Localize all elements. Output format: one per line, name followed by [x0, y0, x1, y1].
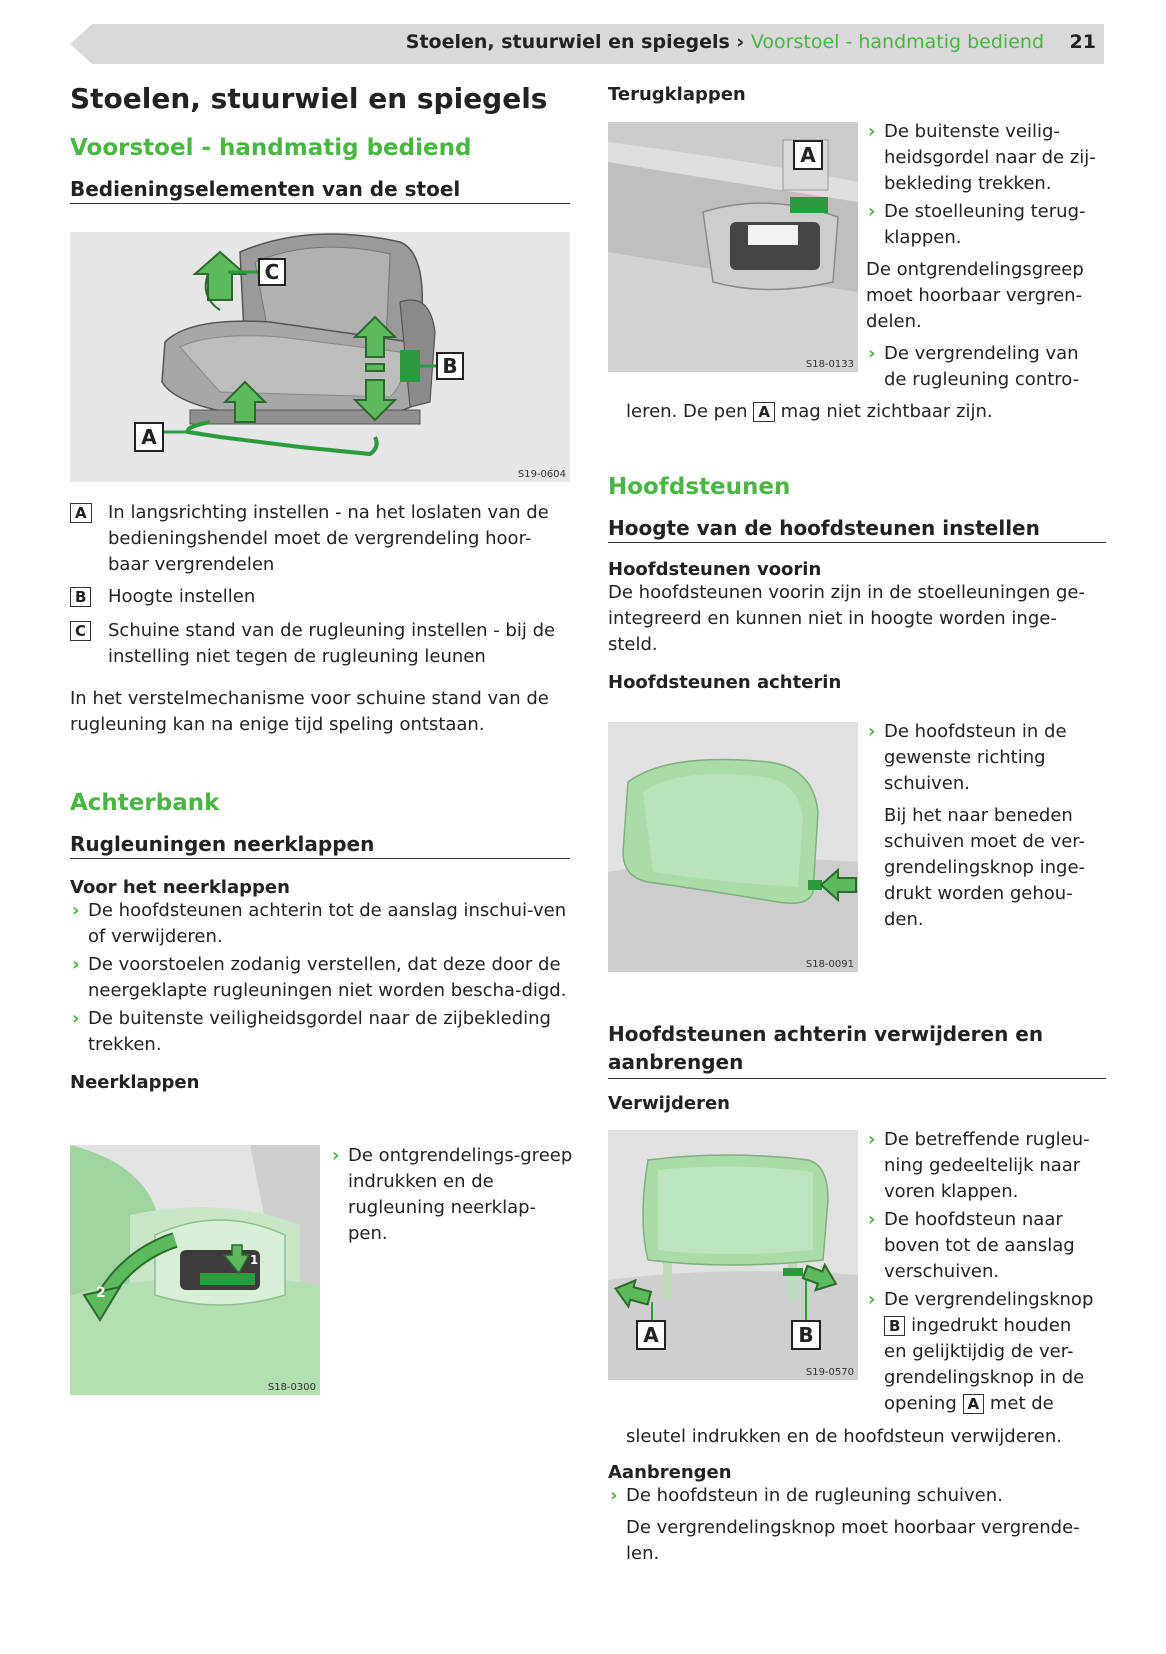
voor-bullet-3: › De buitenste veiligheidsgordel naar de zijbekleding trekken.	[70, 1006, 570, 1058]
terug-bullet-3-line2: de rugleuning contro-	[884, 369, 1080, 390]
verw-bullet-3-part5: opening	[884, 1393, 957, 1414]
verwijderen-title: Verwijderen	[608, 1093, 730, 1114]
header-chapter: Stoelen, stuurwiel en spiegels	[405, 31, 730, 53]
verw-bullet-3-part6: met de	[989, 1393, 1054, 1414]
hoofdsteun-achterin-illustration	[608, 722, 858, 972]
achterin-text	[866, 719, 1106, 933]
aanbrengen-block	[608, 1462, 1106, 1567]
page-number: 21	[1069, 31, 1096, 53]
verw-bullet-3	[866, 1287, 1106, 1417]
figure1-label-c: C	[258, 258, 286, 286]
left-column	[70, 82, 570, 204]
terug-bullet-3-line3a: leren. De pen	[626, 401, 748, 422]
legend-item-c	[70, 618, 570, 670]
speling-note: In het verstelmechanisme voor schuine stand van de rugleuning kan na enige tijd speling ontstaan.	[70, 688, 549, 735]
header-breadcrumb	[406, 31, 1044, 53]
voor-bullet-1: › De hoofdsteunen achterin tot de aanslag inschui-ven of verwijderen.	[70, 898, 570, 950]
verw-bullet-3-part1: De vergrendelingsknop	[884, 1289, 1094, 1310]
right-column-top	[608, 84, 1106, 105]
left-column-body	[70, 500, 570, 1093]
legend-key-c: C	[70, 621, 91, 641]
terug-key-a: A	[753, 402, 775, 422]
achterin-note: Bij het naar beneden schuiven moet de ver-grendelingsknop inge-drukt worden gehou-den.	[884, 805, 1086, 930]
subsection-rugleuningen: Rugleuningen neerklappen	[70, 832, 570, 859]
terug-bullet-1: › De buitenste veilig-heidsgordel naar de zij-bekleding trekken.	[866, 119, 1106, 197]
achterin-bullet: › De hoofdsteun in de gewenste richting schuiven.	[866, 719, 1106, 797]
figure3-label-a: A	[793, 140, 823, 170]
figure5-label-b: B	[791, 1320, 821, 1350]
terug-bullet-3a	[866, 341, 1106, 393]
aanbrengen-title: Aanbrengen	[608, 1462, 732, 1483]
subsection-bedieningselementen: Bedieningselementen van de stoel	[70, 177, 570, 204]
verwijderen-block	[608, 1020, 1106, 1114]
terug-bullet-3-line1: De vergrendeling van	[884, 343, 1079, 364]
voorin-title: Hoofdsteunen voorin	[608, 559, 822, 580]
figure-hoofdsteun-achterin	[608, 722, 858, 972]
section-title-achterbank: Achterbank	[70, 790, 220, 816]
figure1-label-b: B	[436, 352, 464, 380]
figure4-code: S18-0091	[805, 959, 854, 970]
terug-note: De ontgrendelingsgreep moet hoorbaar vergren-delen.	[866, 259, 1084, 332]
subsection-hoogte: Hoogte van de hoofdsteunen instellen	[608, 516, 1106, 543]
aanbrengen-bullet: › De hoofdsteun in de rugleuning schuiven.	[608, 1483, 1106, 1509]
legend-item-b	[70, 584, 570, 610]
header-separator: ›	[736, 31, 745, 53]
aanbrengen-note: De vergrendelingsknop moet hoorbaar vergrende-len.	[626, 1517, 1080, 1564]
figure2-code: S18-0300	[267, 1382, 316, 1393]
achterin-title: Hoofdsteunen achterin	[608, 672, 842, 693]
verw-bullet-3-part4: grendelingsknop in de	[884, 1367, 1085, 1388]
hoofdsteunen-block	[608, 474, 1106, 693]
neerklappen-text	[330, 1143, 575, 1247]
figure1-label-a: A	[134, 422, 164, 452]
figure2-mark-1: 1	[250, 1253, 259, 1267]
verw-bullet-3-part3: en gelijktijdig de ver-	[884, 1341, 1074, 1362]
terug-bullet-2: › De stoelleuning terug-klappen.	[866, 199, 1106, 251]
verw-bullet-1: › De betreffende rugleu-ning gedeeltelijk naar voren klappen.	[866, 1127, 1106, 1205]
terug-bullet-3-line3b: mag niet zichtbaar zijn.	[780, 401, 993, 422]
verwijderen-text	[866, 1127, 1106, 1417]
legend-item-a	[70, 500, 570, 578]
legend-key-a: A	[70, 503, 92, 523]
voorin-text: De hoofdsteunen voorin zijn in de stoelleuningen ge-integreerd en kunnen niet in hoogte worden inge-steld.	[608, 582, 1085, 655]
verw-bullet-3-part2: ingedrukt houden	[911, 1315, 1072, 1336]
section-title-voorstoel: Voorstoel - handmatig bediend	[70, 135, 472, 161]
terugklappen-title: Terugklappen	[608, 84, 746, 105]
verw-key-a: A	[963, 1394, 985, 1414]
legend-text-a: In langsrichting instellen - na het loslaten van de bedieningshendel moet de vergrendeling hoor-baar vergrendelen	[108, 502, 549, 575]
terugklappen-text	[866, 119, 1106, 393]
legend-text-c: Schuine stand van de rugleuning instellen - bij de instelling niet tegen de rugleuning leunen	[108, 620, 556, 667]
figure-terugklappen	[608, 122, 858, 372]
figure-verwijderen	[608, 1130, 858, 1380]
voor-bullet-2: › De voorstoelen zodanig verstellen, dat deze door de neergeklapte rugleuningen niet worden bescha-digd.	[70, 952, 570, 1004]
figure5-label-a: A	[636, 1320, 666, 1350]
figure1-code: S19-0604	[517, 469, 566, 480]
neerklappen-bullet: › De ontgrendelings-greep indrukken en de rugleuning neerklap-pen.	[330, 1143, 575, 1247]
legend-key-b: B	[70, 587, 91, 607]
header-section: Voorstoel - handmatig bediend	[750, 31, 1044, 53]
figure-seat-controls	[70, 232, 570, 482]
figure2-mark-2: 2	[96, 1285, 106, 1301]
legend-text-b: Hoogte instellen	[108, 586, 256, 607]
subsection-verwijderen-aanbrengen: Hoofdsteunen achterin verwijderen en aanbrengen	[608, 1020, 1106, 1079]
neerklappen-illustration	[70, 1145, 320, 1395]
verw-bullet-3-continued: sleutel indrukken en de hoofdsteun verwijderen.	[626, 1426, 1062, 1447]
page-header	[0, 0, 1166, 90]
figure3-code: S18-0133	[805, 359, 854, 370]
figure-neerklappen	[70, 1145, 320, 1395]
neerklappen-title: Neerklappen	[70, 1072, 200, 1093]
voor-het-neerklappen-title: Voor het neerklappen	[70, 877, 290, 898]
terug-bullet-3-continued	[626, 399, 1106, 425]
verw-bullet-2: › De hoofdsteun naar boven tot de aanslag verschuiven.	[866, 1207, 1106, 1285]
section-title-hoofdsteunen: Hoofdsteunen	[608, 474, 791, 500]
figure5-code: S19-0570	[805, 1367, 854, 1378]
page-title: Stoelen, stuurwiel en spiegels	[70, 82, 548, 115]
verw-key-b: B	[884, 1316, 905, 1336]
